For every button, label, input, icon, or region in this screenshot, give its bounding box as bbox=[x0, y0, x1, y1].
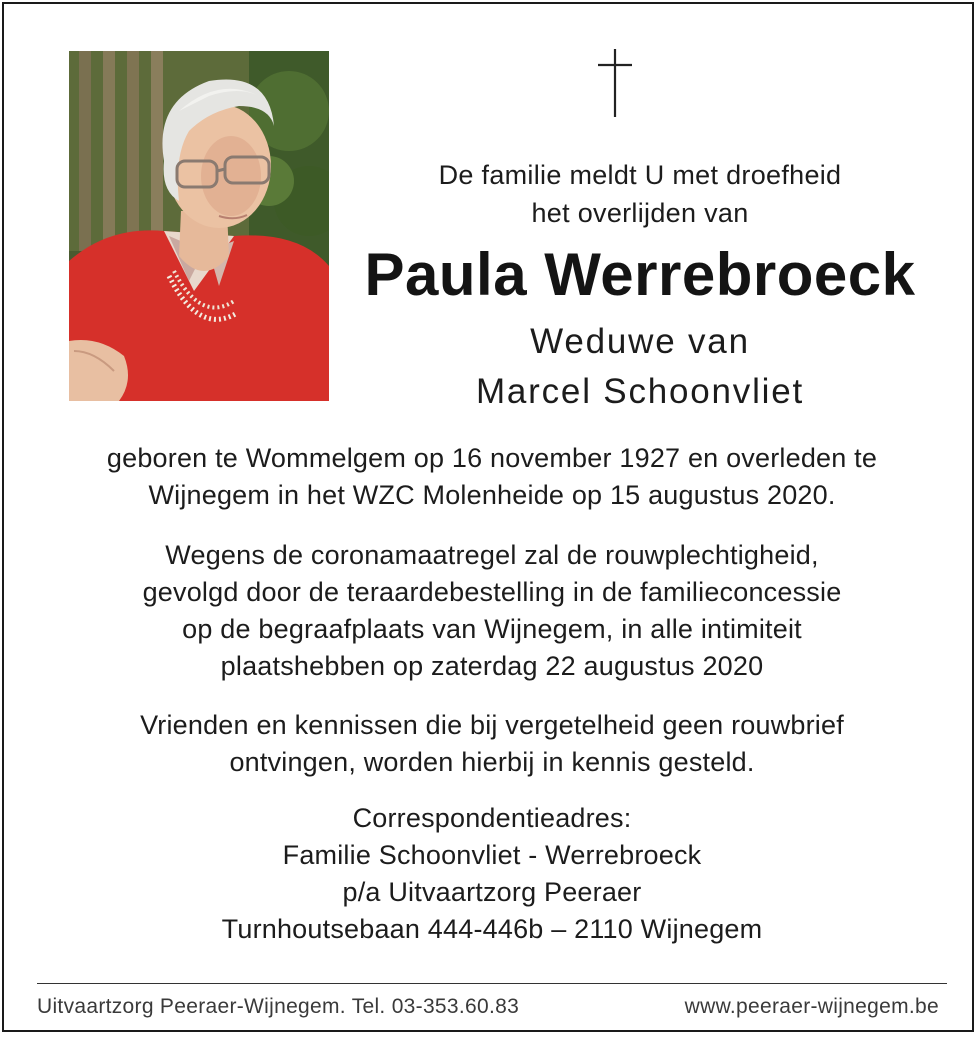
footer-contact: Uitvaartzorg Peeraer-Wijnegem. Tel. 03-353.60.83 bbox=[37, 995, 520, 1018]
cross-icon bbox=[597, 49, 633, 117]
address-line: p/a Uitvaartzorg Peeraer bbox=[342, 877, 642, 907]
paragraph-line: op de begraafplaats van Wijnegem, in alle intimiteit bbox=[182, 614, 802, 644]
address-line: Familie Schoonvliet - Werrebroeck bbox=[282, 840, 702, 870]
intro-line: De familie meldt U met droefheid bbox=[438, 160, 842, 190]
portrait-photo bbox=[69, 51, 329, 401]
paragraph-line: Wijnegem in het WZC Molenheide op 15 augustus 2020. bbox=[148, 480, 836, 510]
paragraph-line: plaatshebben op zaterdag 22 augustus 2020 bbox=[220, 651, 764, 681]
obituary-card bbox=[2, 2, 974, 1032]
ceremony-paragraph bbox=[24, 537, 960, 685]
paragraph-line: Vrienden en kennissen die bij vergetelheid geen rouwbrief bbox=[140, 710, 844, 740]
paragraph-line: Wegens de coronamaatregel zal de rouwplechtigheid, bbox=[165, 540, 819, 570]
widow-line: Weduwe van bbox=[530, 322, 750, 361]
paragraph-line: ontvingen, worden hierbij in kennis gesteld. bbox=[229, 747, 755, 777]
notice-paragraph bbox=[24, 707, 960, 781]
footer-website[interactable]: www.peeraer-wijnegem.be bbox=[684, 995, 939, 1018]
intro-text bbox=[340, 156, 940, 232]
address-line: Turnhoutsebaan 444-446b – 2110 Wijnegem bbox=[221, 914, 763, 944]
correspondence-address bbox=[24, 800, 960, 948]
deceased-name: Paula Werrebroeck bbox=[364, 241, 916, 308]
paragraph-line: geboren te Wommelgem op 16 november 1927 en overleden te bbox=[106, 443, 878, 473]
footer-divider bbox=[37, 983, 947, 984]
spouse-name: Marcel Schoonvliet bbox=[475, 372, 805, 411]
intro-line: het overlijden van bbox=[531, 198, 749, 228]
widow-text bbox=[340, 317, 940, 417]
paragraph-line: gevolgd door de teraardebestelling in de familieconcessie bbox=[142, 577, 842, 607]
birth-death-paragraph bbox=[24, 440, 960, 514]
address-heading: Correspondentieadres: bbox=[352, 803, 632, 833]
